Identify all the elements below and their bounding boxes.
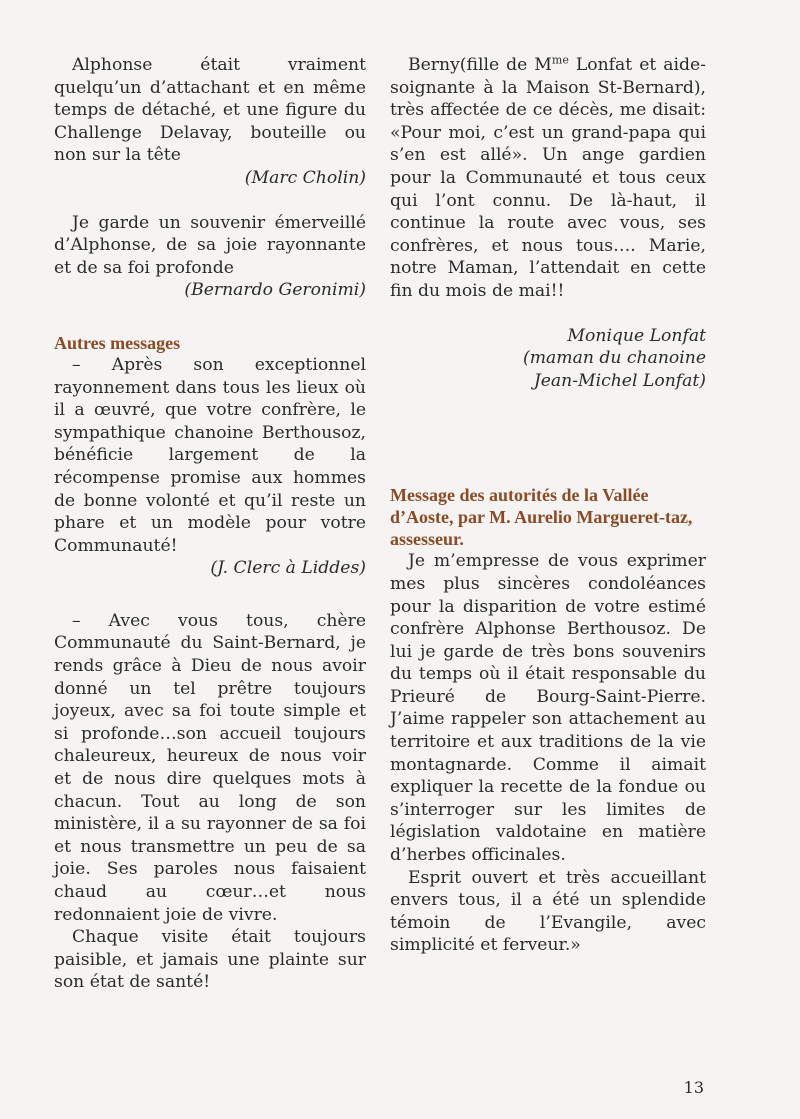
paragraph-communaute: – Avec vous tous, chère Communauté du Saint-Bernard, je rends grâce à Dieu de nous avoir donné un tel prêtre toujours joyeux, avec sa foi toute simple et si profonde…son accueil toujours chaleureux, heureux de nous voir et de nous dire quelques mots à chacun. Tout au long de son ministère, il a su rayonner de sa foi et nous transmettre un peu de sa joie. Ses paroles nous faisaient chaud au cœur…et nous redonnaient joie de vivre. [54, 610, 366, 925]
paragraph-clerc: – Après son exceptionnel rayonnement dans tous les lieux où il a œuvré, que votre confrère, le sympathique chanoine Berthousoz, bénéficie largement de la récompense promise aux hommes de bonne volonté et qu’il reste un phare et un modèle pour votre Communauté! [54, 354, 366, 556]
paragraph-berny: Berny(fille de $M^{me}$ Lonfat et aide-soignante à la Maison St-Bernard), très affectée de ce décès, me disait: «Pour moi, c’est un grand-papa qui s’en est allé». Un ange gardien pour la Communauté et tous ceux qui l’ont connu. De là-haut, il continue la route avec vous, ses confrères, et nous tous…. Marie, notre Maman, l’attendait en cette fin du mois de mai!! [390, 53, 706, 301]
paragraph-condoleances: Je m’empresse de vous exprimer mes plus sincères condoléances pour la disparition de votre estimé confrère Alphonse Berthousoz. De lui je garde de très bons souvenirs du temps où il était responsable du Prieuré de Bourg-Saint-Pierre. J’aime rappeler son attachement au territoire et aux traditions de la vie montagnarde. Comme il aimait expliquer la recette de la fondue ou s’interroger sur les limites de législation valdotaine en matière d’herbes officinales. [390, 551, 706, 866]
heading-vallee-aoste: Message des autorités de la Vallée d’Aoste, par M. Aurelio Margueret-taz, assesseur. [390, 485, 693, 550]
paragraph-marc-cholin: Alphonse était vraiment quelqu’un d’attachant et en même temps de détaché, et une figure du Challenge Delavay, bouteille ou non sur la tête [54, 55, 366, 166]
page-number: 13 [683, 1078, 704, 1097]
signature-line-2: (maman du chanoine [523, 348, 706, 369]
signature-line-3: Jean-Michel Lonfat) [533, 370, 706, 391]
left-column [54, 54, 366, 994]
signature-marc-cholin: (Marc Cholin) [244, 167, 366, 188]
signature-bernardo-geronimi: (Bernardo Geronimi) [184, 280, 366, 301]
paragraph-bernardo-geronimi: Je garde un souvenir émerveillé d’Alphonse, de sa joie rayonnante et de sa foi profonde [54, 212, 366, 278]
signature-monique-lonfat: Monique Lonfat [567, 325, 706, 346]
right-column [390, 54, 706, 957]
heading-autres-messages: Autres messages [54, 332, 181, 353]
paragraph-visite: Chaque visite était toujours paisible, et jamais une plainte sur son état de santé! [54, 927, 366, 993]
signature-clerc: (J. Clerc à Liddes) [210, 558, 366, 579]
paragraph-esprit-ouvert: Esprit ouvert et très accueillant envers tous, il a été un splendide témoin de l’Evangile, avec simplicité et ferveur.» [390, 867, 706, 956]
